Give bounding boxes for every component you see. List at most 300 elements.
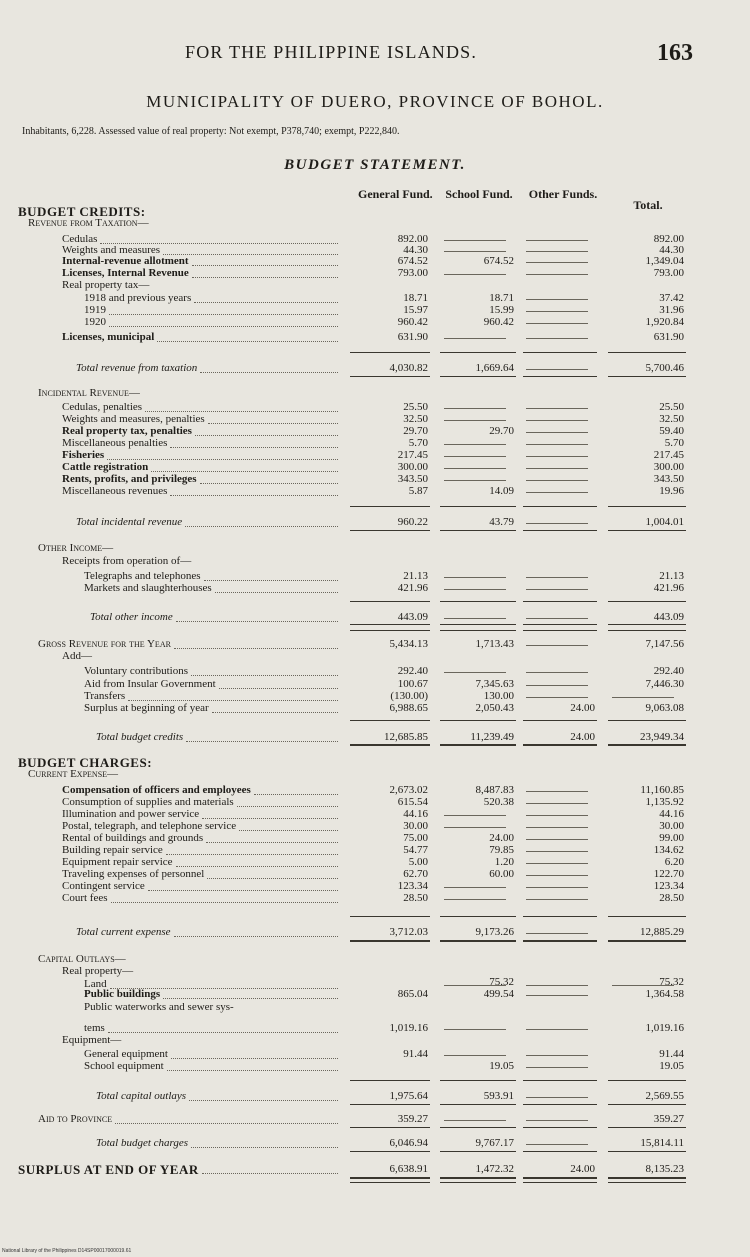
row-label: BUDGET CHARGES: bbox=[18, 755, 153, 770]
amount-cell: 615.54 bbox=[397, 796, 428, 808]
row-label: Telegraphs and telephones bbox=[84, 570, 201, 582]
rule-line bbox=[523, 1080, 597, 1081]
row-label: Rental of buildings and grounds bbox=[62, 832, 204, 844]
empty-cell-dash bbox=[526, 408, 588, 409]
empty-cell-dash bbox=[444, 338, 506, 339]
row-label: Public buildings bbox=[84, 988, 161, 1000]
rule-line bbox=[350, 376, 430, 377]
rule-line bbox=[350, 506, 430, 507]
empty-cell-dash bbox=[526, 589, 588, 590]
amount-cell: 217.45 bbox=[653, 449, 684, 461]
amount-cell: 28.50 bbox=[403, 892, 428, 904]
amount-cell: 674.52 bbox=[397, 255, 428, 267]
amount-cell: 24.00 bbox=[570, 1163, 595, 1175]
amount-cell: 1,349.04 bbox=[645, 255, 684, 267]
row-label: Traveling expenses of personnel bbox=[62, 868, 205, 880]
amount-cell: 300.00 bbox=[653, 461, 684, 473]
amount-cell: 443.09 bbox=[653, 611, 684, 623]
amount-cell: 19.96 bbox=[659, 485, 684, 497]
empty-cell-dash bbox=[444, 274, 506, 275]
amount-cell: 15.97 bbox=[403, 304, 428, 316]
rule-line bbox=[440, 630, 516, 631]
empty-cell-dash bbox=[526, 369, 588, 370]
table-row bbox=[0, 611, 750, 624]
empty-cell-dash bbox=[444, 827, 506, 828]
dotted-leader bbox=[115, 1123, 338, 1124]
dotted-leader bbox=[109, 314, 338, 315]
rule-line bbox=[350, 1177, 430, 1179]
empty-cell-dash bbox=[526, 492, 588, 493]
empty-cell-dash bbox=[444, 1029, 506, 1030]
amount-cell: 32.50 bbox=[403, 413, 428, 425]
rule-line bbox=[350, 601, 430, 602]
rule-line bbox=[523, 1127, 597, 1128]
empty-cell-dash bbox=[526, 685, 588, 686]
rule-line bbox=[608, 376, 686, 377]
dotted-leader bbox=[109, 326, 338, 327]
empty-cell-dash bbox=[526, 995, 588, 996]
rule-line bbox=[350, 630, 430, 631]
row-label: Building repair service bbox=[62, 844, 163, 856]
row-label: Receipts from operation of— bbox=[62, 555, 192, 567]
empty-cell-dash bbox=[444, 887, 506, 888]
dotted-leader bbox=[157, 341, 338, 342]
rule-line bbox=[440, 1182, 516, 1183]
amount-cell: 91.44 bbox=[659, 1048, 684, 1060]
rule-line bbox=[523, 1151, 597, 1152]
amount-cell: 217.45 bbox=[397, 449, 428, 461]
amount-cell: 865.04 bbox=[397, 988, 428, 1000]
rule-line bbox=[523, 530, 597, 531]
table-row bbox=[0, 316, 750, 329]
amount-cell: 32.50 bbox=[659, 413, 684, 425]
empty-cell-dash bbox=[444, 420, 506, 421]
amount-cell: 6.20 bbox=[664, 856, 684, 868]
empty-cell-dash bbox=[526, 480, 588, 481]
empty-cell-dash bbox=[526, 985, 588, 986]
amount-cell: 359.27 bbox=[397, 1113, 428, 1125]
amount-cell: 25.50 bbox=[403, 401, 428, 413]
table-row bbox=[0, 650, 750, 663]
rule-line bbox=[523, 376, 597, 377]
amount-cell: 6,988.65 bbox=[389, 702, 428, 714]
dotted-leader bbox=[200, 483, 338, 484]
row-label: Total capital outlays bbox=[96, 1090, 187, 1102]
dotted-leader bbox=[208, 423, 338, 424]
rule-line bbox=[350, 352, 430, 353]
amount-cell: 421.96 bbox=[653, 582, 684, 594]
amount-cell: 75.32 499.54 bbox=[483, 976, 514, 1000]
amount-cell: 9,767.17 bbox=[475, 1137, 514, 1149]
empty-cell-dash bbox=[444, 1055, 506, 1056]
empty-cell-dash bbox=[526, 1029, 588, 1030]
amount-cell: 5,434.13 bbox=[389, 638, 428, 650]
amount-cell: 12,885.29 bbox=[640, 926, 684, 938]
page-number: 163 bbox=[657, 40, 693, 66]
row-label: Total revenue from taxation bbox=[76, 362, 198, 374]
empty-cell-dash bbox=[526, 618, 588, 619]
rule-line bbox=[523, 1177, 597, 1179]
amount-cell: 21.13 bbox=[403, 570, 428, 582]
empty-cell-dash bbox=[444, 589, 506, 590]
amount-cell: 5.87 bbox=[408, 485, 428, 497]
row-label: Licenses, Internal Revenue bbox=[62, 267, 189, 279]
dotted-leader bbox=[237, 806, 338, 807]
amount-cell: 123.34 bbox=[397, 880, 428, 892]
amount-cell: 1,669.64 bbox=[475, 362, 514, 374]
row-label: Court fees bbox=[62, 892, 108, 904]
dotted-leader bbox=[195, 435, 338, 436]
table-row bbox=[0, 516, 750, 529]
rule-line bbox=[608, 624, 686, 625]
rule-line bbox=[608, 1104, 686, 1105]
row-label: Total incidental revenue bbox=[76, 516, 183, 528]
row-label: Rents, profits, and privileges bbox=[62, 473, 197, 485]
rule-line bbox=[523, 352, 597, 353]
dotted-leader bbox=[148, 890, 338, 891]
row-label: Aid to Province bbox=[38, 1113, 113, 1125]
dotted-leader bbox=[202, 1173, 338, 1174]
inhabitants-line: Inhabitants, 6,228. Assessed value of real property: Not exempt, P378,740; exempt, P222,840. bbox=[22, 126, 400, 137]
column-header-total: Total. bbox=[633, 198, 663, 212]
rule-line bbox=[608, 916, 686, 917]
amount-cell: 1,135.92 bbox=[645, 796, 684, 808]
empty-cell-dash bbox=[444, 815, 506, 816]
amount-cell: 292.40 bbox=[653, 665, 684, 677]
empty-cell-dash bbox=[526, 274, 588, 275]
dotted-leader bbox=[171, 1058, 338, 1059]
table-row bbox=[0, 926, 750, 939]
row-label: Illumination and power service bbox=[62, 808, 200, 820]
rule-line bbox=[350, 1104, 430, 1105]
rule-line bbox=[440, 1177, 516, 1179]
amount-cell: 14.09 bbox=[489, 485, 514, 497]
amount-cell: 892.00 bbox=[653, 233, 684, 245]
amount-cell: 43.79 bbox=[489, 516, 514, 528]
empty-cell-dash bbox=[526, 1067, 588, 1068]
dotted-leader bbox=[167, 1070, 338, 1071]
dotted-leader bbox=[176, 866, 338, 867]
row-label: Total budget charges bbox=[96, 1137, 189, 1149]
dotted-leader bbox=[108, 1032, 338, 1033]
empty-cell-dash bbox=[526, 523, 588, 524]
row-label: Weights and measures bbox=[62, 244, 161, 256]
dotted-leader bbox=[176, 621, 338, 622]
amount-cell: 793.00 bbox=[397, 267, 428, 279]
amount-cell: 60.00 bbox=[489, 868, 514, 880]
rule-line bbox=[608, 352, 686, 353]
empty-cell-dash bbox=[444, 251, 506, 252]
empty-cell-dash bbox=[526, 933, 588, 934]
rule-line bbox=[523, 601, 597, 602]
rule-line bbox=[350, 720, 430, 721]
empty-cell-dash bbox=[526, 645, 588, 646]
row-label: tems bbox=[84, 1022, 105, 1034]
row-label: 1918 and previous years bbox=[84, 292, 192, 304]
dotted-leader bbox=[170, 495, 338, 496]
amount-cell: 19.05 bbox=[489, 1060, 514, 1072]
amount-cell: 5.00 bbox=[408, 856, 428, 868]
row-label: Consumption of supplies and materials bbox=[62, 796, 234, 808]
amount-cell: 7,345.63 bbox=[475, 678, 514, 690]
dotted-leader bbox=[219, 688, 338, 689]
rule-line bbox=[523, 506, 597, 507]
amount-cell: 79.85 bbox=[489, 844, 514, 856]
table-row bbox=[0, 331, 750, 344]
dotted-leader bbox=[170, 447, 338, 448]
table-row bbox=[0, 1137, 750, 1150]
amount-cell: 674.52 bbox=[483, 255, 514, 267]
amount-cell: 5.70 bbox=[664, 437, 684, 449]
dotted-leader bbox=[204, 580, 338, 581]
amount-cell: 2,050.43 bbox=[475, 702, 514, 714]
empty-cell-dash bbox=[444, 444, 506, 445]
rule-line bbox=[440, 1127, 516, 1128]
amount-cell: 1,019.16 bbox=[645, 1022, 684, 1034]
amount-cell: 1,713.43 bbox=[475, 638, 514, 650]
amount-cell: 631.90 bbox=[397, 331, 428, 343]
empty-cell-dash bbox=[612, 697, 674, 698]
amount-cell: 9,173.26 bbox=[475, 926, 514, 938]
empty-cell-dash bbox=[526, 444, 588, 445]
rule-line bbox=[350, 1127, 430, 1128]
empty-cell-dash bbox=[526, 251, 588, 252]
row-label: Add— bbox=[62, 650, 92, 662]
dotted-leader bbox=[145, 411, 338, 412]
row-label: Cattle registration bbox=[62, 461, 149, 473]
rule-line bbox=[440, 1080, 516, 1081]
empty-cell-dash bbox=[526, 299, 588, 300]
column-header-other: Other Funds. bbox=[528, 187, 598, 201]
amount-cell: 99.00 bbox=[659, 832, 684, 844]
amount-cell: 15.99 bbox=[489, 304, 514, 316]
empty-cell-dash bbox=[526, 323, 588, 324]
empty-cell-dash bbox=[526, 863, 588, 864]
amount-cell: 29.70 bbox=[489, 425, 514, 437]
amount-cell: 11,239.49 bbox=[470, 731, 514, 743]
amount-cell: 12,685.85 bbox=[384, 731, 428, 743]
empty-cell-dash bbox=[526, 577, 588, 578]
empty-cell-dash bbox=[444, 672, 506, 673]
table-row bbox=[0, 892, 750, 905]
amount-cell: 4,030.82 bbox=[389, 362, 428, 374]
empty-cell-dash bbox=[526, 1120, 588, 1121]
table-row bbox=[0, 1090, 750, 1103]
rule-line bbox=[608, 1127, 686, 1128]
row-label: Total other income bbox=[90, 611, 173, 623]
amount-cell: 8,487.83 bbox=[475, 784, 514, 796]
table-row bbox=[0, 279, 750, 292]
amount-cell: 11,160.85 bbox=[640, 784, 684, 796]
amount-cell: 8,135.23 bbox=[645, 1163, 684, 1175]
amount-cell: 1.20 bbox=[494, 856, 514, 868]
amount-cell: 6,046.94 bbox=[389, 1137, 428, 1149]
amount-cell: 29.70 bbox=[403, 425, 428, 437]
empty-cell-dash bbox=[526, 851, 588, 852]
amount-cell: 2,673.02 bbox=[389, 784, 428, 796]
amount-cell: 18.71 bbox=[403, 292, 428, 304]
empty-cell-dash bbox=[526, 791, 588, 792]
amount-cell: 1,975.64 bbox=[389, 1090, 428, 1102]
table-row bbox=[0, 217, 750, 230]
rule-line bbox=[608, 630, 686, 631]
amount-cell: 292.40 bbox=[397, 665, 428, 677]
amount-cell: 23,949.34 bbox=[640, 731, 684, 743]
table-row bbox=[0, 702, 750, 715]
row-label: Total current expense bbox=[76, 926, 171, 938]
dotted-leader bbox=[191, 675, 338, 676]
table-row bbox=[0, 1034, 750, 1047]
amount-cell: 28.50 bbox=[659, 892, 684, 904]
amount-cell: 30.00 bbox=[403, 820, 428, 832]
empty-cell-dash bbox=[444, 240, 506, 241]
dotted-leader bbox=[207, 878, 338, 879]
row-label: Incidental Revenue— bbox=[38, 387, 140, 399]
row-label: Markets and slaughterhouses bbox=[84, 582, 212, 594]
rule-line bbox=[608, 530, 686, 531]
rule-line bbox=[608, 1177, 686, 1179]
rule-line bbox=[440, 940, 516, 942]
rule-line bbox=[608, 744, 686, 746]
empty-cell-dash bbox=[526, 311, 588, 312]
row-label: Equipment— bbox=[62, 1034, 122, 1046]
running-title: FOR THE PHILIPPINE ISLANDS. bbox=[185, 42, 478, 62]
rule-line bbox=[523, 1182, 597, 1183]
amount-cell: 7,147.56 bbox=[645, 638, 684, 650]
empty-cell-dash bbox=[444, 1120, 506, 1121]
table-row bbox=[0, 665, 750, 678]
rule-line bbox=[440, 601, 516, 602]
row-label: Miscellaneous penalties bbox=[62, 437, 168, 449]
amount-cell: 960.22 bbox=[397, 516, 428, 528]
rule-line bbox=[350, 530, 430, 531]
amount-cell: 5,700.46 bbox=[645, 362, 684, 374]
rule-line bbox=[440, 916, 516, 917]
amount-cell: 21.13 bbox=[659, 570, 684, 582]
row-label: Real property tax— bbox=[62, 279, 150, 291]
amount-cell: 122.70 bbox=[653, 868, 684, 880]
dotted-leader bbox=[192, 265, 338, 266]
amount-cell: 19.05 bbox=[659, 1060, 684, 1072]
table-row bbox=[0, 1113, 750, 1126]
amount-cell: 54.77 bbox=[403, 844, 428, 856]
empty-cell-dash bbox=[526, 899, 588, 900]
empty-cell-dash bbox=[444, 408, 506, 409]
table-row bbox=[0, 362, 750, 375]
row-label: Fisheries bbox=[62, 449, 105, 461]
row-label: Cedulas bbox=[62, 233, 98, 245]
empty-cell-dash bbox=[526, 672, 588, 673]
dotted-leader bbox=[185, 526, 338, 527]
amount-cell: 62.70 bbox=[403, 868, 428, 880]
column-header-general: General Fund. bbox=[358, 187, 433, 201]
dotted-leader bbox=[192, 277, 338, 278]
empty-cell-dash bbox=[526, 240, 588, 241]
rule-line bbox=[608, 720, 686, 721]
rule-line bbox=[608, 1182, 686, 1183]
amount-cell: 75.00 bbox=[403, 832, 428, 844]
dotted-leader bbox=[111, 902, 338, 903]
dotted-leader bbox=[189, 1100, 338, 1101]
rule-line bbox=[440, 352, 516, 353]
row-label: Revenue from Taxation— bbox=[28, 217, 149, 229]
amount-cell: 123.34 bbox=[653, 880, 684, 892]
row-label: Compensation of officers and employees bbox=[62, 784, 251, 796]
amount-cell: 960.42 bbox=[397, 316, 428, 328]
amount-cell: 1,920.84 bbox=[645, 316, 684, 328]
amount-cell: 100.67 bbox=[397, 678, 428, 690]
empty-cell-dash bbox=[526, 1055, 588, 1056]
amount-cell: 134.62 bbox=[653, 844, 684, 856]
row-label: Gross Revenue for the Year bbox=[38, 638, 171, 650]
amount-cell: 75.32 1,364.58 bbox=[645, 976, 684, 1000]
rule-line bbox=[350, 1182, 430, 1183]
rule-line bbox=[440, 624, 516, 625]
dotted-leader bbox=[191, 1147, 338, 1148]
amount-cell: 91.44 bbox=[403, 1048, 428, 1060]
row-label: Land bbox=[84, 978, 107, 990]
dotted-leader bbox=[215, 592, 338, 593]
empty-cell-dash bbox=[444, 577, 506, 578]
row-label: Total budget credits bbox=[96, 731, 184, 743]
rule-line bbox=[440, 530, 516, 531]
empty-cell-dash bbox=[526, 887, 588, 888]
empty-cell-dash bbox=[526, 875, 588, 876]
dotted-leader bbox=[107, 459, 338, 460]
rule-line bbox=[350, 1151, 430, 1152]
empty-cell-dash bbox=[526, 262, 588, 263]
amount-cell: 5.70 bbox=[408, 437, 428, 449]
amount-cell: 15,814.11 bbox=[640, 1137, 684, 1149]
row-label: Cedulas, penalties bbox=[62, 401, 143, 413]
row-label: 1920 bbox=[84, 316, 106, 328]
rule-line bbox=[523, 720, 597, 721]
rule-line bbox=[608, 1080, 686, 1081]
row-label: Contingent service bbox=[62, 880, 145, 892]
amount-cell: 24.00 bbox=[570, 731, 595, 743]
row-label: Internal-revenue allotment bbox=[62, 255, 189, 267]
dotted-leader bbox=[186, 741, 338, 742]
municipality-title: MUNICIPALITY OF DUERO, PROVINCE OF BOHOL. bbox=[146, 92, 604, 111]
rule-line bbox=[440, 720, 516, 721]
row-label: Real property— bbox=[62, 965, 134, 977]
amount-cell: 343.50 bbox=[653, 473, 684, 485]
table-row bbox=[0, 485, 750, 498]
dotted-leader bbox=[163, 998, 338, 999]
amount-cell: 443.09 bbox=[397, 611, 428, 623]
dotted-leader bbox=[239, 830, 338, 831]
row-label: Postal, telegraph, and telephone service bbox=[62, 820, 237, 832]
rule-line bbox=[523, 916, 597, 917]
amount-cell: (130.00) bbox=[390, 690, 428, 702]
row-label: Miscellaneous revenues bbox=[62, 485, 168, 497]
amount-cell: 37.42 bbox=[659, 292, 684, 304]
table-row bbox=[0, 582, 750, 595]
empty-cell-dash bbox=[444, 618, 506, 619]
empty-cell-dash bbox=[526, 432, 588, 433]
dotted-leader bbox=[151, 471, 338, 472]
empty-cell-dash bbox=[526, 456, 588, 457]
rule-line bbox=[350, 624, 430, 625]
empty-cell-dash bbox=[526, 839, 588, 840]
empty-cell-dash bbox=[526, 468, 588, 469]
rule-line bbox=[523, 1104, 597, 1105]
rule-line bbox=[440, 1104, 516, 1105]
row-label: Other Income— bbox=[38, 542, 114, 554]
empty-cell-dash bbox=[526, 1097, 588, 1098]
amount-cell: 892.00 bbox=[397, 233, 428, 245]
rule-line bbox=[440, 376, 516, 377]
